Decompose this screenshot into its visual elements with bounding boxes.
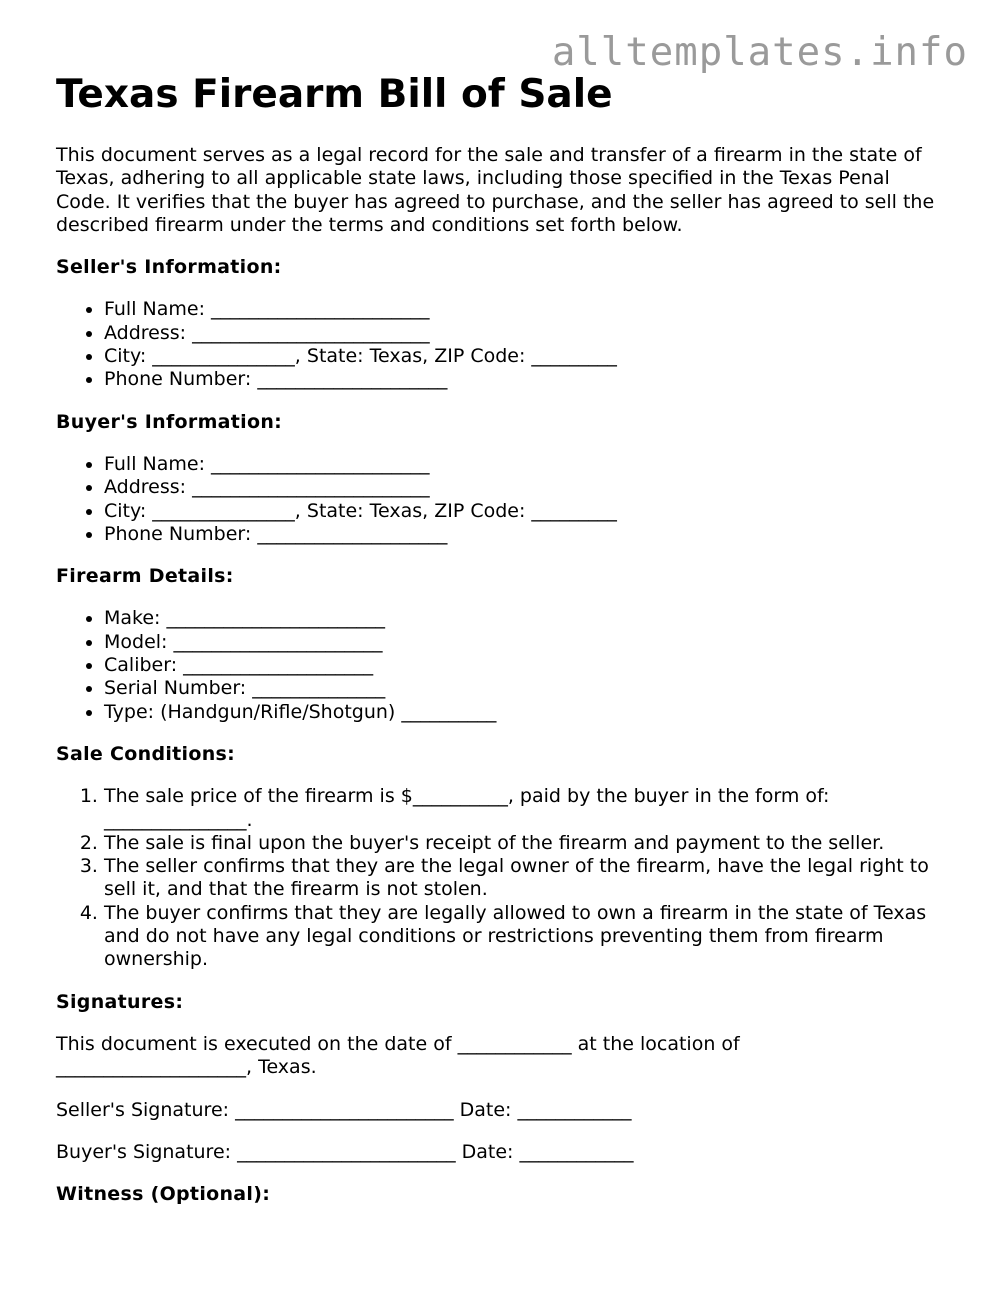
list-item: • Address: _________________________ [104,322,936,345]
list-item: • City: _______________, State: Texas, ZIP Code: _________ [104,500,936,523]
buyer-signature-line: Buyer's Signature: _______________________ Date: ____________ [56,1140,634,1163]
executed-line: This document is executed on the date of ____________ at the location of ____________________, Texas. [56,1032,740,1079]
buyer-heading: Buyer's Information: [56,410,283,433]
list-item: • Model: ______________________ [104,631,936,654]
firearm-heading: Firearm Details: [56,565,234,588]
page-title: Texas Firearm Bill of Sale [56,72,613,117]
buyer-list [56,453,936,546]
watermark: alltemplates.info [551,30,968,75]
list-item: 1. The sale price of the firearm is $__________, paid by the buyer in the form of: _______________. [104,785,936,832]
seller-signature-line: Seller's Signature: _______________________ Date: ____________ [56,1098,632,1121]
conditions-heading: Sale Conditions: [56,742,236,765]
list-item: 2. The sale is final upon the buyer's receipt of the firearm and payment to the seller. [104,832,936,855]
signatures-heading: Signatures: [56,990,184,1013]
intro-paragraph: This document serves as a legal record for the sale and transfer of a firearm in the state of Texas, adhering to all applicable state laws, including those specified in the Texas Penal Code. It verifies that the buyer has agreed to purchase, and the seller has agreed to sell the described firearm under the terms and conditions set forth below. [56,144,935,236]
list-item: • Full Name: _______________________ [104,298,936,321]
list-item: • Make: _______________________ [104,607,936,630]
document-page [56,72,936,1206]
seller-heading: Seller's Information: [56,256,282,279]
list-item: • Phone Number: ____________________ [104,368,936,391]
list-item: • Caliber: ____________________ [104,654,936,677]
seller-list [56,298,936,391]
list-item: • Address: _________________________ [104,476,936,499]
list-item: • City: _______________, State: Texas, ZIP Code: _________ [104,345,936,368]
list-item: • Type: (Handgun/Rifle/Shotgun) __________ [104,701,936,724]
list-item: • Serial Number: ______________ [104,677,936,700]
list-item: • Full Name: _______________________ [104,453,936,476]
conditions-list [56,785,936,971]
list-item: • Phone Number: ____________________ [104,523,936,546]
firearm-list [56,607,936,723]
witness-heading: Witness (Optional): [56,1183,271,1206]
list-item: 4. The buyer confirms that they are legally allowed to own a firearm in the state of Texas and do not have any legal conditions or restrictions preventing them from firearm ownership. [104,902,936,972]
list-item: 3. The seller confirms that they are the legal owner of the firearm, have the legal right to sell it, and that the firearm is not stolen. [104,855,936,902]
